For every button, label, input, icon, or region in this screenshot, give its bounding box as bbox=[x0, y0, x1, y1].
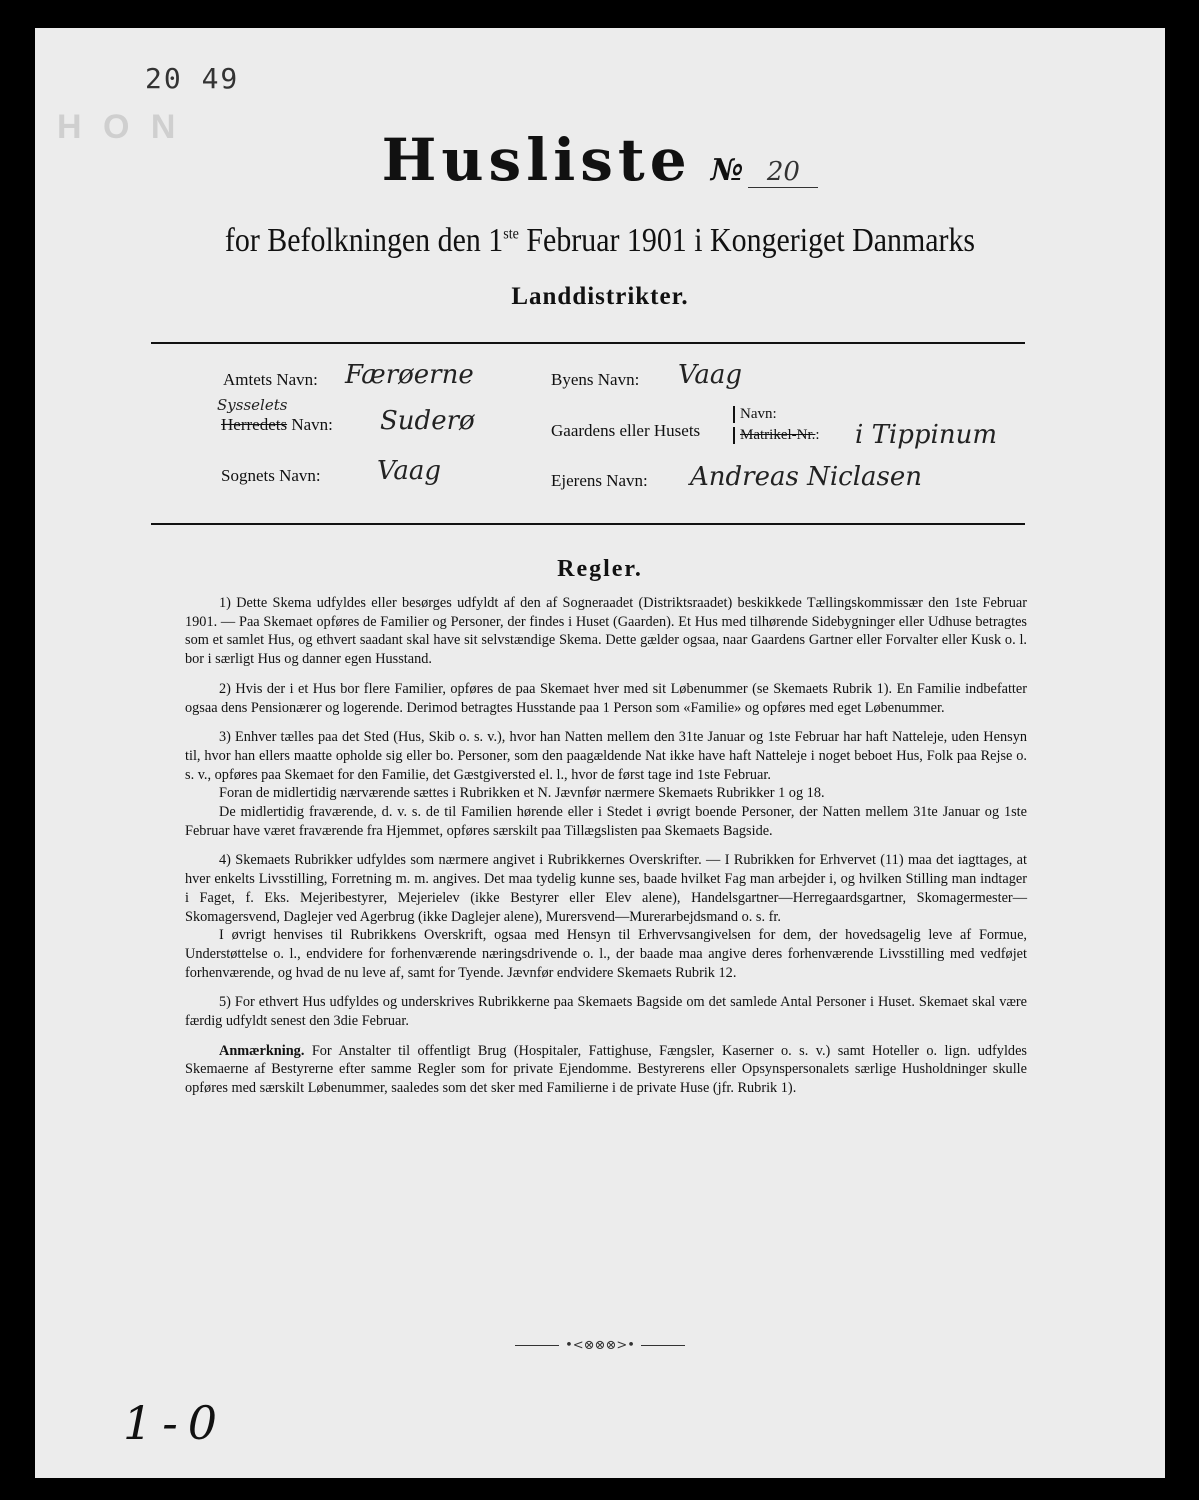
bleed-through-text: H O N bbox=[57, 108, 182, 146]
rule-2: 2) Hvis der i et Hus bor flere Familier, opføres de paa Skemaet hver med sit Løbenummer (se Skemaets Rubrik 1). En Familie indbefatter ogsaa dens Pensionærer og logerende. Derimod betragtes Husstande paa 1 Person som «Familie» og opføres med eget Løbenummer. bbox=[185, 680, 1027, 716]
by-label: Byens Navn: bbox=[551, 370, 640, 389]
syssel-handwritten: Sysselets bbox=[217, 396, 288, 414]
gaard-value: i Tippinum bbox=[855, 420, 997, 450]
top-divider bbox=[151, 342, 1025, 344]
bottom-handwritten-mark: 1-0 bbox=[123, 1396, 228, 1450]
ejer-value: Andreas Niclasen bbox=[690, 462, 923, 492]
herred-struck: Herredets bbox=[221, 415, 288, 434]
amt-label: Amtets Navn: bbox=[223, 370, 318, 389]
list-number: 20 bbox=[748, 157, 818, 188]
gaard-matrikel-label bbox=[733, 427, 820, 444]
rules-heading: Regler. bbox=[557, 556, 643, 582]
page-title: Husliste bbox=[381, 126, 692, 194]
herred-label bbox=[221, 415, 333, 435]
ejer-label: Ejerens Navn: bbox=[551, 471, 648, 490]
rule-4-continued: I øvrigt henvises til Rubrikkens Overskrift, ogsaa med Hensyn til Erhvervsangivelsen for dem, der hovedsagelig leve af Formue, Understøttelse o. l., endvidere for forhenværende næringsdrivende o. l., der baade maa angive deres forhenværende Livsstilling med vedføjet forhenværende, og hvad de nu leve af, samt for Tyende. Jævnfør endvidere Skemaets Rubrik 12. bbox=[185, 927, 1027, 981]
note-label: Anmærkning. bbox=[219, 1042, 305, 1059]
rule-3-foran: Foran de midlertidig nærværende sættes i Rubrikken et N. Jævnfør nærmere Skemaets Rubrikker 1 og 18. bbox=[219, 785, 825, 802]
herred-value: Suderø bbox=[380, 406, 475, 436]
sogn-label: Sognets Navn: bbox=[221, 466, 321, 485]
rule-5: 5) For ethvert Hus udfyldes og underskrives Rubrikkerne paa Skemaets Bagside om det samlede Antal Personer i Huset. Skemaet skal være færdig udfyldt senest den 3die Februar. bbox=[185, 994, 1027, 1030]
matrikel-colon: : bbox=[815, 427, 820, 443]
matrikel-struck: Matrikel-Nr. bbox=[740, 427, 816, 443]
district-type: Landdistrikter. bbox=[511, 283, 689, 310]
title-row bbox=[35, 126, 1165, 194]
rule-3: 3) Enhver tælles paa det Sted (Hus, Skib o. s. v.), hvor han Natten mellem den 31te Januar og 1ste Februar har haft Natteleje, uden Hensyn til, hvor han ellers maatte opholde sig eller bo. Personer, som den paagældende Nat ikke have haft Natteleje i noget beboet Hus, Folk paa Rejse o. s. v., opføres paa Skemaet for den Familie, det Gæstgiversted el. l., hvor de først tage ind 1ste Februar. bbox=[185, 729, 1027, 783]
gaard-navn-label: Navn: bbox=[733, 406, 777, 423]
rule-3-fravaerende: De midlertidig fraværende, d. v. s. de til Familien hørende eller i Stedet i øvrigt boende Personer, der Natten mellem 31te Januar og 1ste Februar have været fraværende fra Hjemmet, opføres særskilt paa Tillægslisten paa Skemaets Bagside. bbox=[185, 804, 1027, 839]
sogn-value: Vaag bbox=[377, 456, 442, 486]
census-form-page bbox=[35, 28, 1165, 1478]
rule-1: 1) Dette Skema udfyldes eller besørges udfyldt af den af Sogneraadet (Distriktsraadet) beskikkede Tællingskommissær den 1ste Februar 1901. — Paa Skemaet opføres de Familier og Personer, der findes i Huset (Gaarden). Et Hus med tilhørende Sidebygninger eller Udhuse betragtes som et samlet Hus, og ethvert saadant skal have sit selvstændige Skema. Dette gælder ogsaa, naar Gaardens Gartner eller Forvalter eller Kusk o. l. bor i særligt Hus og danner egen Husstand. bbox=[185, 595, 1027, 668]
amt-value: Færøerne bbox=[345, 360, 474, 390]
ornament-divider bbox=[35, 1338, 1165, 1353]
subtitle bbox=[103, 222, 1097, 260]
note bbox=[185, 1042, 1027, 1098]
note-text: For Anstalter til offentligt Brug (Hospitaler, Fattighuse, Fængsler, Kaserner o. s. v.) samt Hoteller o. lign. udfyldes Skemaerne af Bestyrerne efter samme Regler som for private Ejendomme. Bestyrerens eller Opsynspersonalets særlige Husholdninger skulle opføres med særskilt Løbenummer, saaledes som det sker med Familierne i de private Huse (jfr. Rubrik 1). bbox=[185, 1042, 1027, 1097]
rule-4: 4) Skemaets Rubrikker udfyldes som nærmere angivet i Rubrikkernes Overskrifter. — I Rubrikken for Erhvervet (11) maa det iagttages, at hver enkelts Livsstilling, Forretning m. m. angives. Det maa tydelig kunne ses, baade hvilket Fag man arbejder i, og hvilken Stilling man indtager i Faget, f. Eks. Mejeribestyrer, Mejerielev (ikke Bestyrer eller Elev alene), Handelsgartner—Herregaardsgartner, Skomagermester—Skomagersvend, Daglejer ved Agerbrug (ikke Daglejer alene), Murersvend—Murerarbejdsmand o. s. fr. bbox=[185, 852, 1027, 925]
gaard-label: Gaardens eller Husets bbox=[551, 421, 701, 440]
ornament-glyph: •<⊗⊗⊗>• bbox=[565, 1338, 635, 1353]
subtitle-sup: ste bbox=[503, 225, 519, 243]
archive-number: 20 49 bbox=[145, 62, 240, 95]
subtitle-post: Februar 1901 i Kongeriget Danmarks bbox=[518, 222, 976, 259]
bottom-divider bbox=[151, 523, 1025, 525]
number-label: № bbox=[710, 153, 744, 188]
rules-body bbox=[185, 594, 1027, 1109]
herred-suffix: Navn: bbox=[287, 415, 333, 434]
by-value: Vaag bbox=[678, 360, 743, 390]
subtitle-pre: for Befolkningen den 1 bbox=[224, 222, 504, 259]
